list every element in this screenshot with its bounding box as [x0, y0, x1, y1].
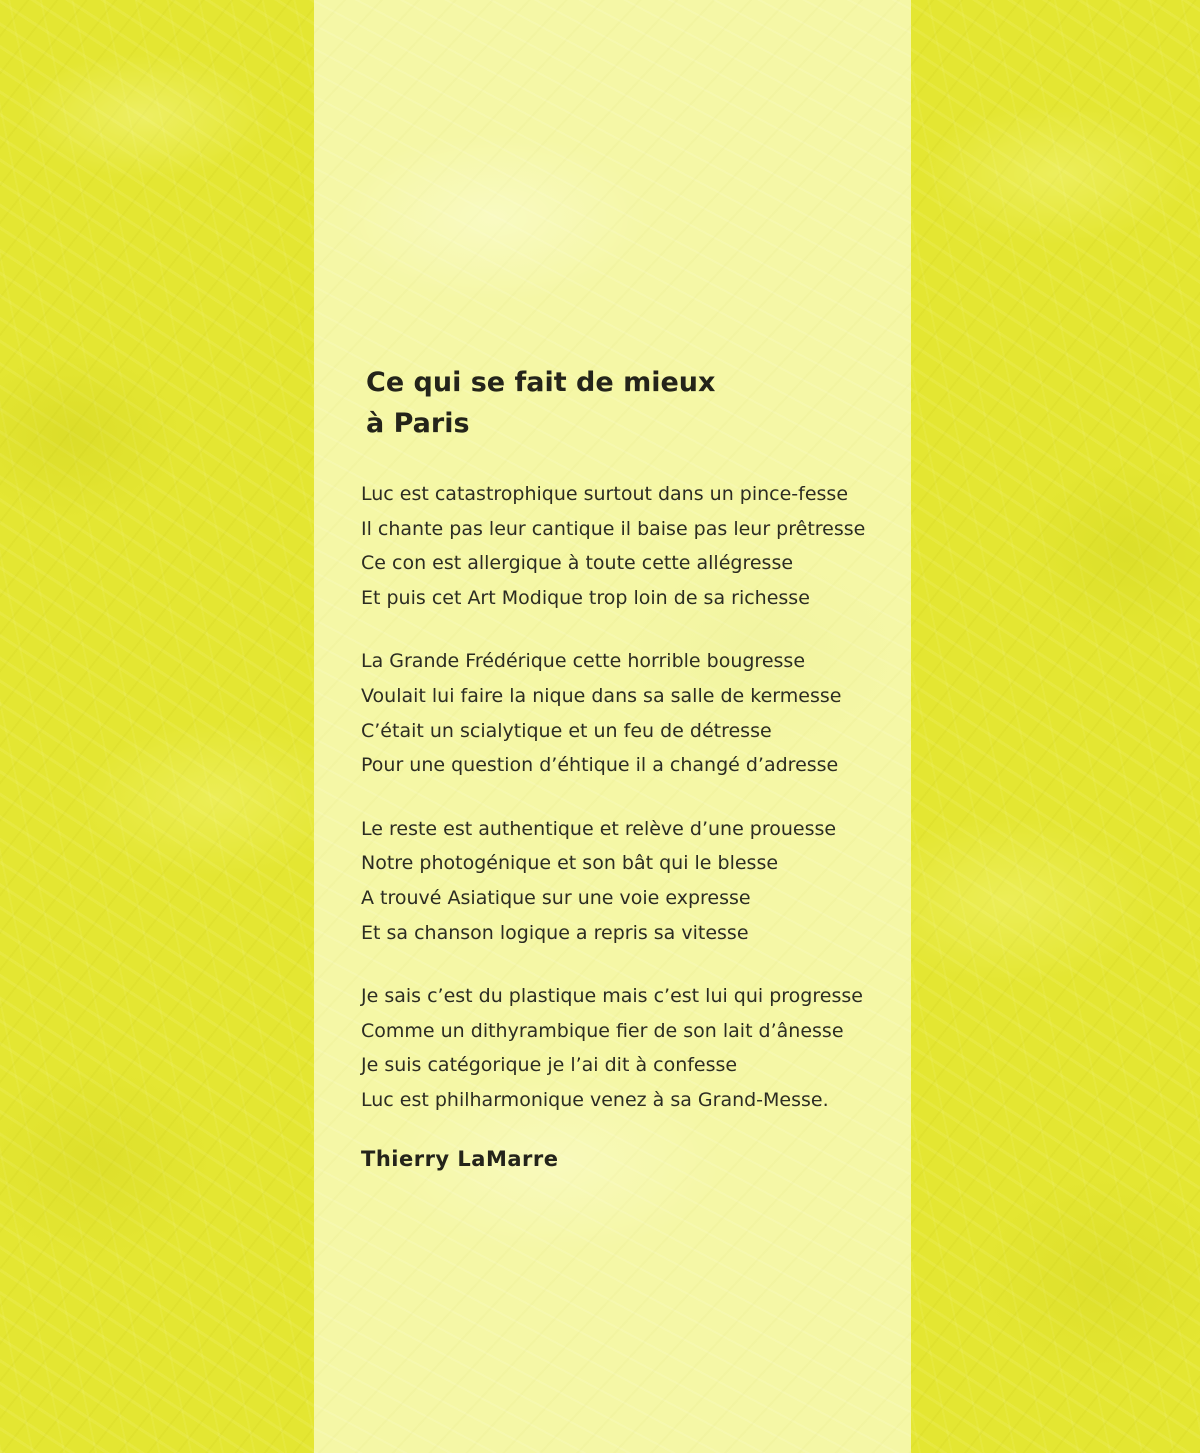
verse-line: C’était un scialytique et un feu de détresse	[361, 719, 772, 742]
verse-line: Il chante pas leur cantique il baise pas leur prêtresse	[361, 517, 866, 540]
stanza-4	[361, 979, 901, 1117]
poem-author: Thierry LaMarre	[361, 1146, 559, 1171]
verse-line: A trouvé Asiatique sur une voie expresse	[361, 886, 751, 909]
verse-line: La Grande Frédérique cette horrible bougresse	[361, 650, 806, 673]
verse-line: Et sa chanson logique a repris sa vitesse	[361, 921, 749, 944]
verse-line: Luc est philharmonique venez à sa Grand-Messe.	[361, 1088, 829, 1111]
stanza-2	[361, 644, 901, 782]
poem-title	[366, 362, 901, 444]
verse-line: Ce con est allergique à toute cette allégresse	[361, 552, 794, 575]
verse-line: Et puis cet Art Modique trop loin de sa richesse	[361, 586, 810, 609]
poem-container	[361, 362, 901, 1171]
stanza-3	[361, 812, 901, 950]
verse-line: Voulait lui faire la nique dans sa salle de kermesse	[361, 684, 842, 707]
verse-line: Je sais c’est du plastique mais c’est lui qui progresse	[361, 985, 863, 1008]
stanza-1	[361, 477, 901, 615]
poem-title-line: Ce qui se fait de mieux	[366, 367, 716, 398]
verse-line: Luc est catastrophique surtout dans un pince-fesse	[361, 483, 849, 505]
verse-line: Je suis catégorique je l’ai dit à confesse	[361, 1054, 738, 1077]
verse-line: Pour une question d’éhtique il a changé d’adresse	[361, 754, 839, 777]
verse-line: Notre photogénique et son bât qui le blesse	[361, 852, 779, 875]
verse-line: Comme un dithyrambique fier de son lait d’ânesse	[361, 1019, 844, 1042]
poem-title-line: à Paris	[366, 408, 470, 439]
poem-body	[361, 477, 901, 1118]
verse-line: Le reste est authentique et relève d’une prouesse	[361, 817, 837, 840]
